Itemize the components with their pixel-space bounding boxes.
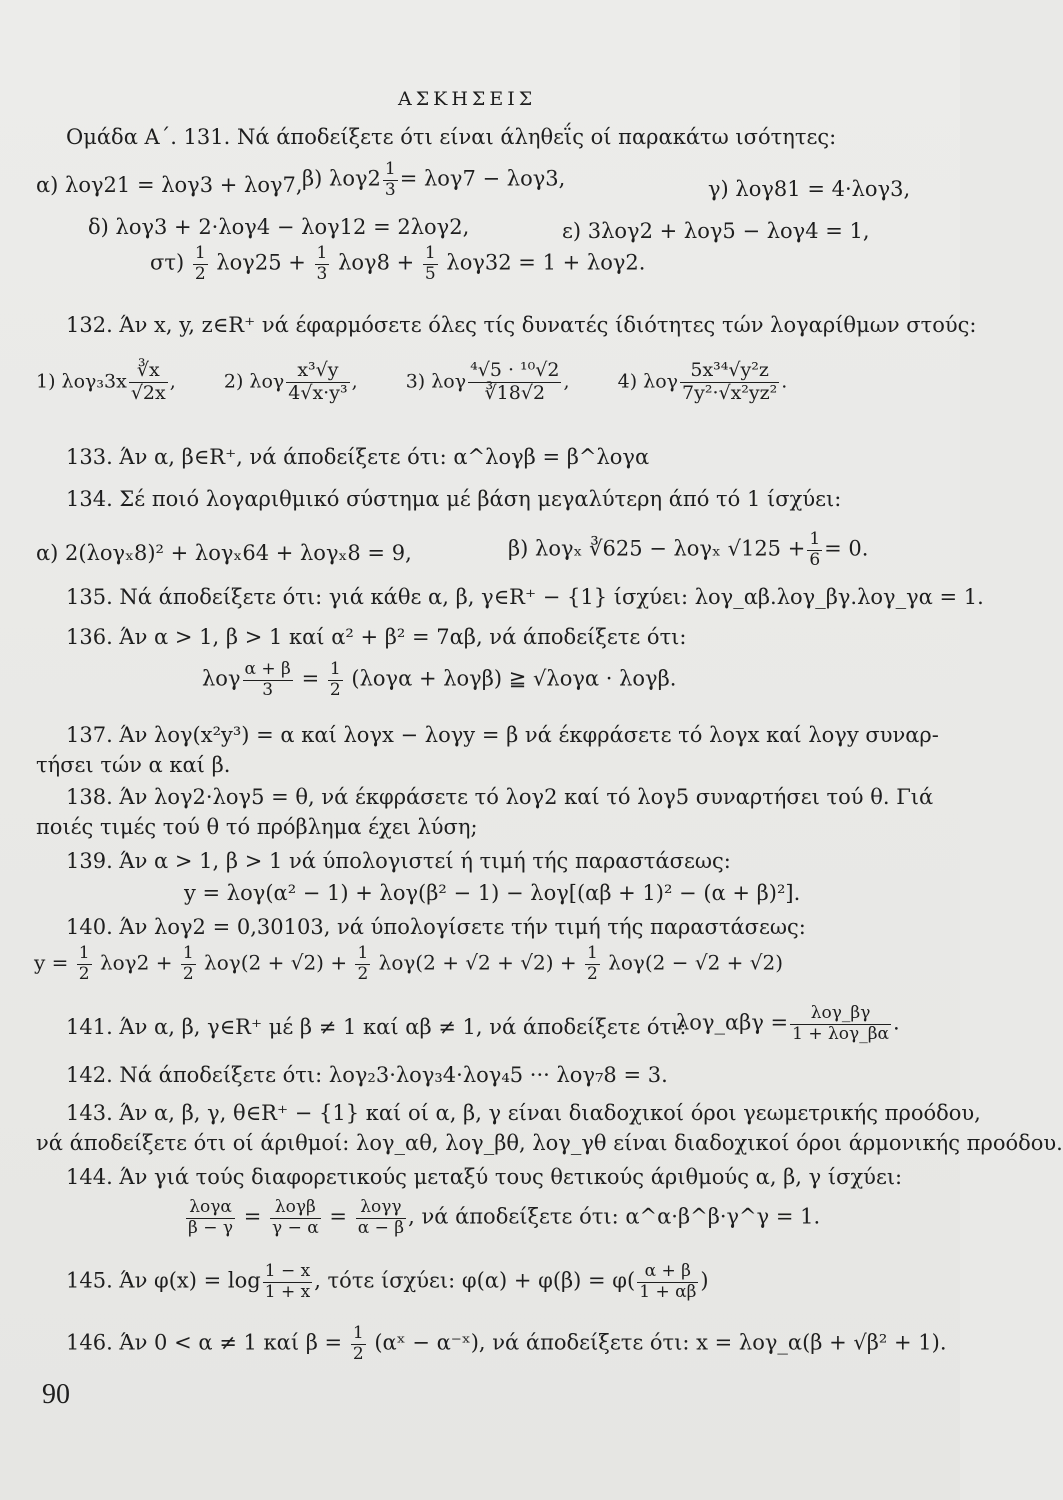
exercise-131-intro: Ομάδα Α΄. 131. Νά άποδείξετε ότι είναι άληθεΐς οί παρακάτω ισότητες:: [66, 125, 837, 149]
ex136-equals: =: [301, 666, 320, 691]
exercise-144-formula: $\frac{\text{λογα}}{\beta - \gamma}$ = $\frac{\text{λογβ}}{\gamma - \alpha}$ = $\frac{\text{λογγ}}{\alpha - \beta}$ , νά άποδείξετε ότι: α^α·β^β·γ^γ = 1.: [188, 1197, 821, 1238]
ex144-equals-1: =: [243, 1204, 262, 1229]
ex145-mid: , τότε ίσχύει: φ(α) + φ(β) = φ: [314, 1268, 628, 1293]
page-header: ΑΣΚΗΣΕΙΣ: [398, 88, 537, 110]
exercise-143-line2: νά άποδείξετε ότι οί άριθμοί: λογ_αθ, λογ_βθ, λογ_γθ είναι διαδοχικοί όροι άρμονικής προόδου.: [36, 1131, 1063, 1155]
exercise-143-line1: 143. Άν α, β, γ, θ∈R⁺ − {1} καί οί α, β, γ είναι διαδοχικοί όροι γεωμετρικής προόδου,: [66, 1101, 981, 1125]
fraction-denominator: 7y²·√x²yz²: [682, 381, 778, 404]
fraction-denominator: 2: [357, 963, 369, 984]
ex140-fraction-2: [181, 944, 196, 984]
ex131-st-label: στ): [150, 250, 185, 275]
fraction-denominator: 3: [384, 179, 396, 200]
exercise-134-text: 134. Σέ ποιό λογαριθμικό σύστημα μέ βάση μεγαλύτερη άπό τό 1 ίσχύει:: [66, 487, 842, 511]
fraction-denominator: 2: [587, 963, 598, 984]
ex132-item2-pre: 2) λογ: [223, 370, 285, 393]
exercise-135: 135. Νά άποδείξετε ότι: γιά κάθε α, β, γ∈R⁺ − {1} ίσχύει: λογ_αβ.λογ_βγ.λογ_γα = 1.: [66, 585, 984, 609]
ex136-pre: λογ: [202, 666, 241, 691]
ex141-pre: λογ_αβγ =: [676, 1010, 789, 1035]
fraction-numerator: 1: [357, 943, 369, 963]
exercise-134-a: α) 2(λογₓ8)² + λογₓ64 + λογₓ8 = 9,: [36, 541, 412, 565]
fraction-numerator: ∛x: [136, 359, 160, 381]
fraction-numerator: 1: [78, 943, 90, 963]
ex132-item4-pre: 4) λογ: [617, 370, 678, 393]
fraction-numerator: 5x³⁴√y²z: [690, 359, 769, 381]
fraction-numerator: λογγ: [360, 1197, 402, 1217]
ex136-post: (λογα + λογβ) ≧ √λογα · λογβ.: [351, 666, 677, 691]
ex140-fraction-4: [585, 944, 600, 984]
ex140-term-1: λογ2 +: [99, 950, 173, 975]
st-fraction-1: [193, 244, 208, 284]
fraction-numerator: λογ_βγ: [810, 1003, 871, 1023]
exercise-139-line2: y = λογ(α² − 1) + λογ(β² − 1) − λογ[(αβ + 1)² − (α + β)²].: [184, 881, 801, 905]
ex134-b-fraction: [807, 530, 822, 570]
exercise-144-text: 144. Άν γιά τούς διαφορετικούς μεταξύ τους θετικούς άριθμούς α, β, γ ίσχύει:: [66, 1165, 903, 1189]
exercise-131-a: α) λογ21 = λογ3 + λογ7,: [36, 173, 303, 197]
exercise-145: 145. Άν φ(x) = log $\frac{1 - x}{1 + x}$ , τότε ίσχύει: φ(α) + φ(β) = φ( $\frac{\alpha + \beta}{1 + \alpha\beta}$ ): [66, 1261, 709, 1302]
ex140-fraction-1: [77, 944, 92, 984]
exercise-131-b: [302, 160, 565, 200]
ex145-pre: 145. Άν φ(x) = log: [66, 1268, 261, 1293]
ex144-post: νά άποδείξετε ότι: α^α·β^β·γ^γ = 1.: [421, 1204, 821, 1229]
fraction-numerator: 1: [587, 943, 598, 963]
exercise-142: 142. Νά άποδείξετε ότι: λογ₂3·λογ₃4·λογ₄5 ··· λογ₇8 = 3.: [66, 1063, 668, 1087]
fraction-numerator: 1: [194, 243, 206, 263]
fraction-denominator: √2x: [130, 381, 166, 404]
exercise-133: 133. Άν α, β∈R⁺, νά άποδείξετε ότι: α^λογβ = β^λογα: [66, 445, 650, 469]
exercise-146: [66, 1324, 947, 1364]
fraction-numerator: 1: [809, 529, 821, 549]
fraction-numerator: 1 − x: [264, 1261, 311, 1281]
fraction-denominator: 2: [329, 679, 341, 700]
exercise-134-b: [508, 530, 868, 570]
ex136-fraction: [243, 660, 293, 700]
ex140-term-4: λογ(2 − √2 + √2): [608, 950, 784, 975]
exercise-138-line1: 138. Άν λογ2·λογ5 = θ, νά έκφράσετε τό λογ2 καί τό λογ5 συναρτήσει τού θ. Γιά: [66, 785, 934, 809]
st-term-1: λογ25 +: [216, 250, 306, 275]
fraction-numerator: 1: [424, 243, 436, 263]
fraction-denominator: ∛18√2: [468, 382, 561, 405]
fraction-denominator: γ − α: [272, 1217, 319, 1238]
ex144-fraction-2: [270, 1198, 321, 1238]
ex136-half-fraction: [328, 660, 343, 700]
st-term-2: λογ8 +: [338, 250, 415, 275]
fraction-denominator: 1 + αβ: [639, 1281, 697, 1302]
exercise-139-line1: 139. Άν α > 1, β > 1 νά ύπολογιστεί ή τιμή τής παραστάσεως:: [66, 849, 731, 873]
fraction-denominator: 2: [182, 963, 194, 984]
fraction-denominator: β − γ: [188, 1217, 234, 1238]
exercise-131-d: δ) λογ3 + 2·λογ4 − λογ12 = 2λογ2,: [88, 215, 470, 239]
ex132-item2-fraction: [286, 360, 349, 405]
exercise-141-formula: [676, 1004, 900, 1044]
exercise-137-line2: τήσει τών α καί β.: [36, 753, 231, 777]
page-number: 90: [42, 1379, 70, 1410]
ex132-item1-fraction: [129, 360, 168, 405]
ex144-fraction-3: [356, 1198, 406, 1238]
ex132-item1-pre: 1) λογ₃3x: [36, 370, 127, 393]
ex140-term-3: λογ(2 + √2 + √2) +: [378, 950, 577, 975]
ex146-post: (αˣ − α⁻ˣ), νά άποδείξετε ότι: x = λογ_α(β + √β² + 1).: [374, 1330, 947, 1355]
fraction-numerator: λογβ: [274, 1197, 316, 1217]
fraction-denominator: α − β: [357, 1217, 405, 1238]
ex140-fraction-3: [355, 944, 370, 984]
fraction-numerator: 1: [352, 1323, 364, 1343]
fraction-denominator: 2: [194, 263, 206, 284]
fraction-numerator: α + β: [244, 659, 291, 679]
ex145-fraction-2: [637, 1262, 698, 1302]
exercise-138-line2: ποιές τιμές τού θ τό πρόβλημα έχει λύση;: [36, 815, 478, 839]
fraction-numerator: ⁴√5 · ¹⁰√2: [470, 359, 560, 381]
exercise-132-items: 1) λογ₃3x $\frac{∛x}{√2x}$ , 2) λογ $\frac{\text{x³√y}}{\text{4√x·y³}}$ , 3) λογ $\frac{\text{⁴√5 · ¹⁰√2}}{∛18√2}$ , 4) λογ $\frac{\text{5x³⁴√y²z}}{\text{7y²·√x²yz²}}$ .: [36, 359, 788, 404]
exercise-131-e: ε) 3λογ2 + λογ5 − λογ4 = 1,: [562, 219, 870, 243]
ex134-b-post: = 0.: [824, 536, 869, 561]
st-fraction-3: [423, 244, 438, 284]
fraction-denominator: 3: [243, 680, 293, 701]
exercise-131-c: γ) λογ81 = 4·λογ3,: [708, 177, 911, 201]
fraction-numerator: 1: [182, 943, 194, 963]
fraction-denominator: 2: [352, 1343, 364, 1364]
fraction-numerator: α + β: [644, 1261, 691, 1281]
ex134-b-pre: β) λογₓ ∛625 − λογₓ √125 +: [508, 536, 806, 561]
exercise-141-text: 141. Άν α, β, γ∈R⁺ μέ β ≠ 1 καί αβ ≠ 1, νά άποδείξετε ότι:: [66, 1015, 687, 1039]
exercise-132-text: 132. Άν x, y, z∈R⁺ νά έφαρμόσετε όλες τίς δυνατές ίδιότητες τών λογαρίθμων στούς:: [66, 313, 977, 337]
fraction-denominator: 1 + λογ_βα: [792, 1023, 890, 1044]
exercise-140-formula: [34, 944, 783, 984]
ex145-fraction-1: [263, 1262, 312, 1302]
ex141-post: .: [893, 1010, 900, 1035]
fraction-numerator: 1: [316, 243, 328, 263]
ex144-fraction-1: [186, 1198, 235, 1238]
ex131-b-post: = λογ7 − λογ3,: [399, 166, 566, 191]
exercise-131-st: [150, 244, 645, 284]
fraction-denominator: 5: [424, 263, 436, 284]
ex140-y: y =: [34, 950, 69, 975]
ex132-item3-pre: 3) λογ: [405, 370, 467, 393]
fraction-numerator: x³√y: [297, 359, 339, 381]
ex146-pre: 146. Άν 0 < α ≠ 1 καί β =: [66, 1330, 343, 1355]
fraction-numerator: 1: [329, 659, 341, 679]
ex140-term-2: λογ(2 + √2) +: [204, 950, 348, 975]
st-term-3: λογ32 = 1 + λογ2.: [446, 250, 646, 275]
fraction-denominator: 4√x·y³: [288, 381, 348, 404]
fraction-numerator: 1: [384, 159, 396, 179]
ex144-equals-2: =: [329, 1204, 348, 1229]
ex132-item4-fraction: [680, 360, 779, 405]
exercise-136-formula: [202, 660, 676, 700]
ex146-fraction: [351, 1324, 366, 1364]
ex132-item3-fraction: [468, 360, 561, 405]
fraction-denominator: 1 + x: [264, 1281, 311, 1302]
exercise-136-text: 136. Άν α > 1, β > 1 καί α² + β² = 7αβ, νά άποδείξετε ότι:: [66, 625, 687, 649]
fraction-numerator: λογα: [189, 1197, 232, 1217]
ex141-fraction: [790, 1004, 891, 1044]
fraction-denominator: 6: [809, 549, 821, 570]
fraction-denominator: 3: [316, 263, 328, 284]
exercise-137-line1: 137. Άν λογ(x²y³) = α καί λογx − λογy = β νά έκφράσετε τό λογx καί λογy συναρ-: [66, 723, 939, 747]
exercise-140-line1: 140. Άν λογ2 = 0,30103, νά ύπολογίσετε τήν τιμή τής παραστάσεως:: [66, 915, 806, 939]
ex131-b-pre: β) λογ2: [302, 166, 381, 191]
st-fraction-2: [315, 244, 330, 284]
fraction-denominator: 2: [78, 963, 90, 984]
ex131-b-fraction: [383, 160, 398, 200]
